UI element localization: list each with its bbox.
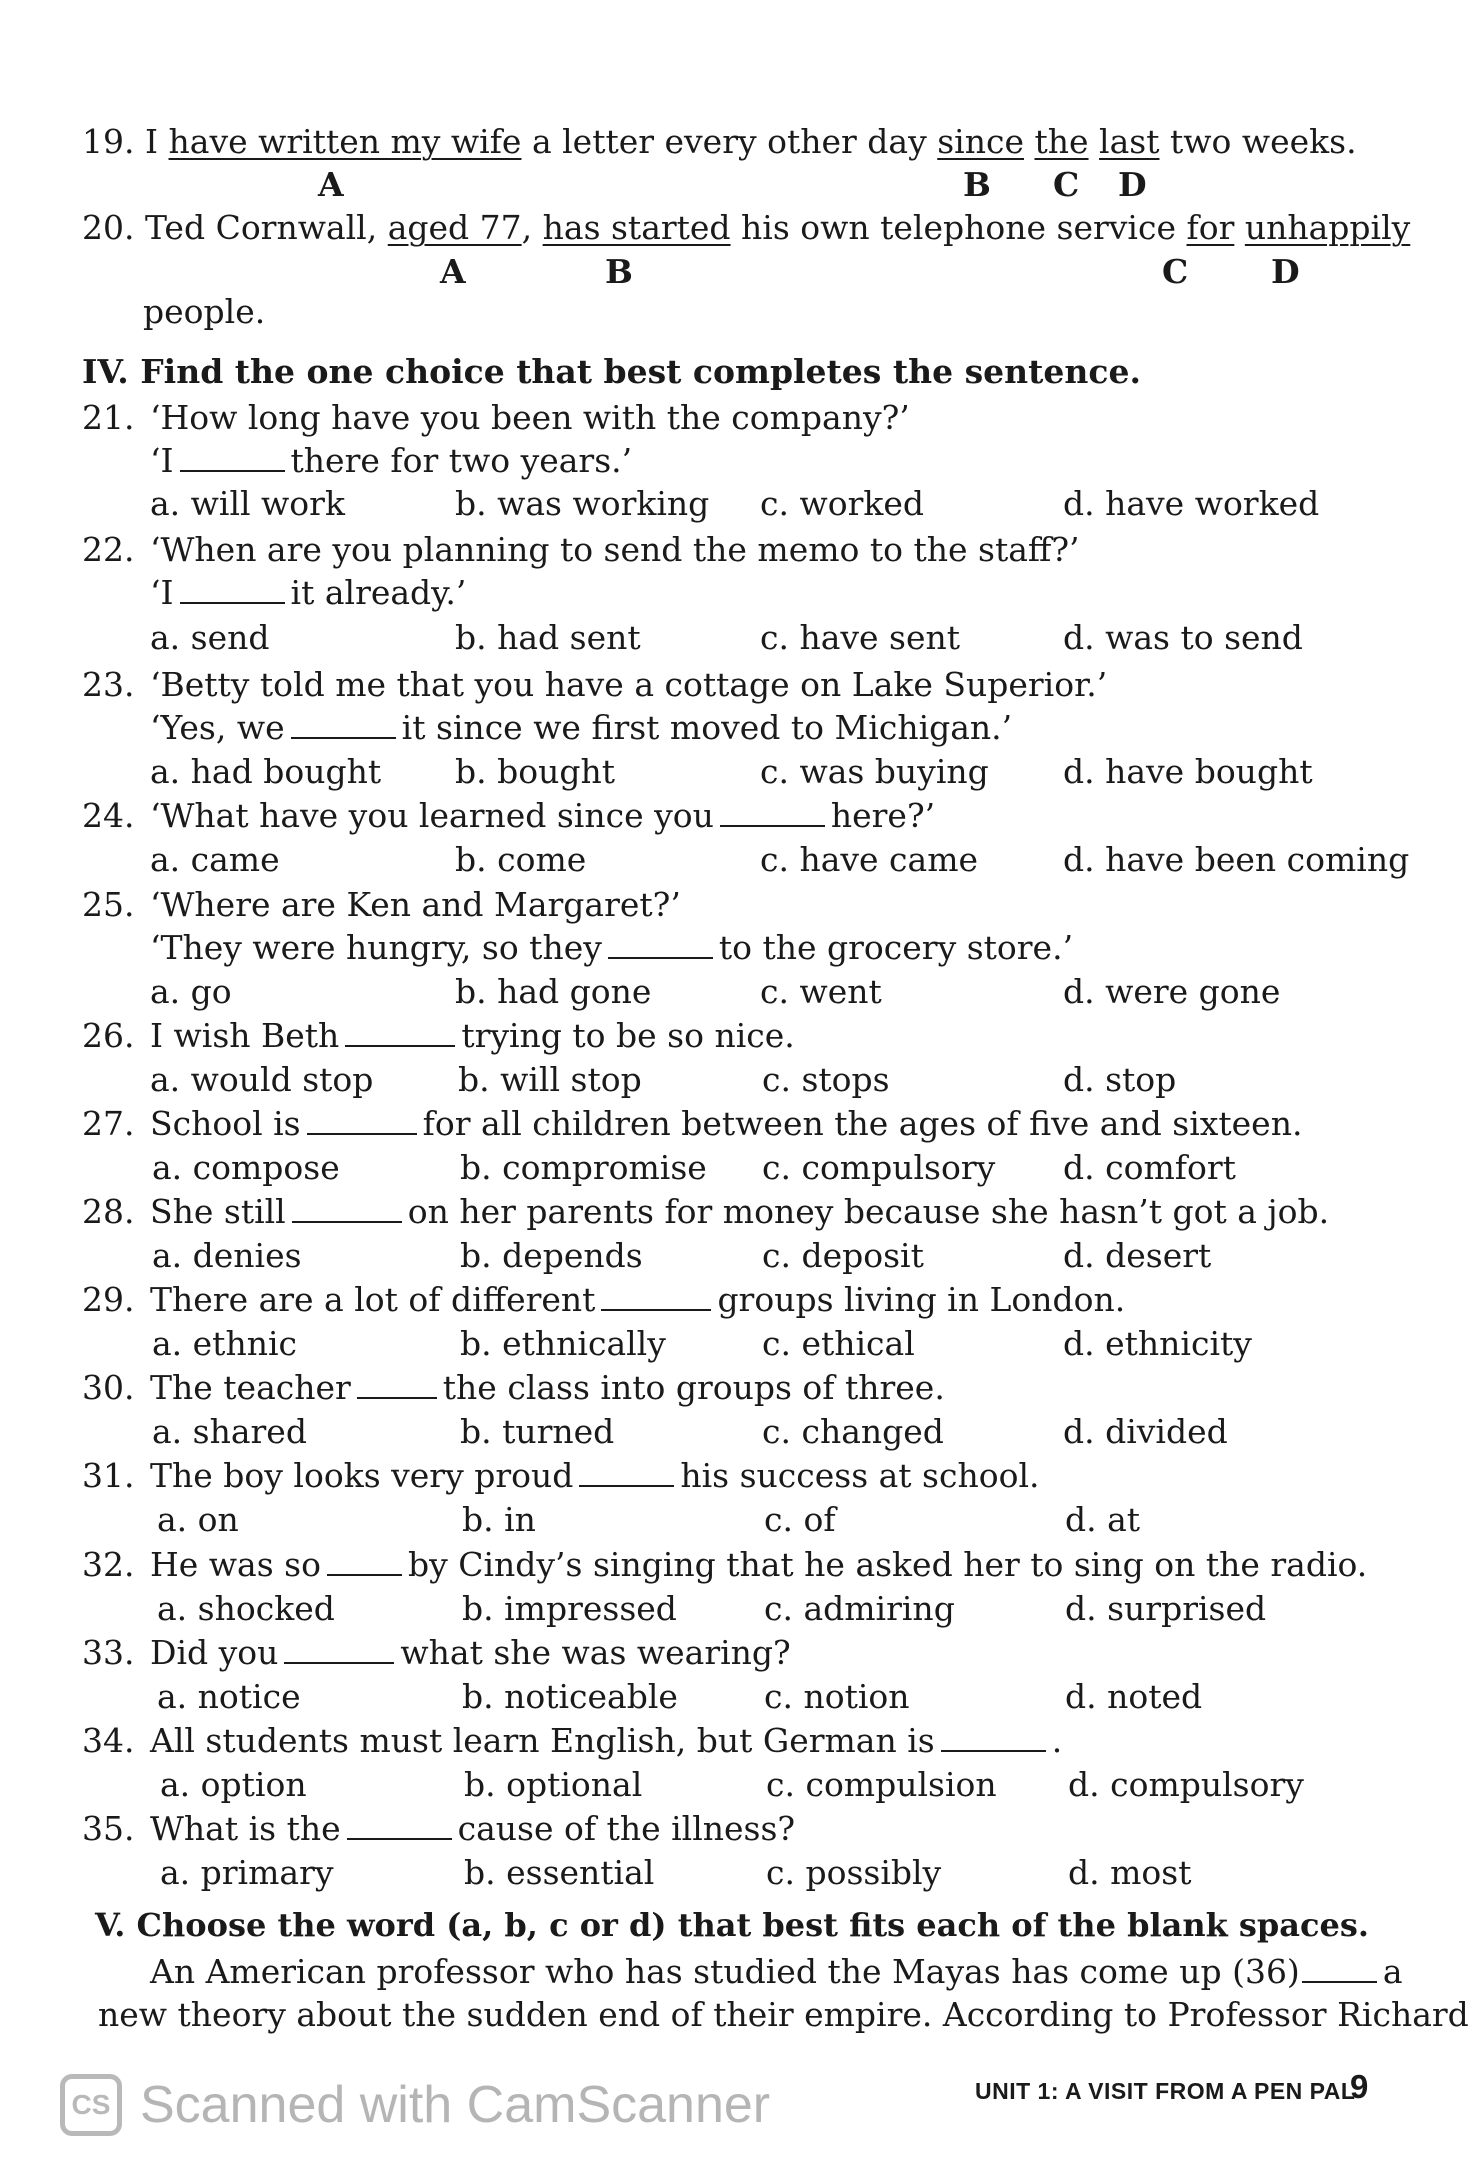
option-d: d. ethnicity bbox=[1063, 1324, 1252, 1363]
option-d: d. have worked bbox=[1063, 484, 1320, 523]
passage-line-1: An American professor who has studied the Mayas has come up (36) a bbox=[150, 1952, 1403, 1991]
option-c: c. compulsion bbox=[766, 1765, 997, 1804]
question-27-options bbox=[0, 1148, 1472, 1188]
answer-blank bbox=[327, 1548, 402, 1576]
question-28-options bbox=[0, 1236, 1472, 1276]
option-b: b. essential bbox=[464, 1853, 655, 1892]
camscanner-watermark bbox=[60, 2070, 770, 2140]
option-b: b. impressed bbox=[462, 1589, 677, 1628]
question-25-line2: ‘They were hungry, so they to the grocery store.’ bbox=[150, 928, 1074, 967]
option-b: b. was working bbox=[455, 484, 710, 523]
option-c: c. notion bbox=[764, 1677, 910, 1716]
option-a: a. had bought bbox=[150, 752, 382, 791]
question-21-options bbox=[0, 484, 1472, 524]
question-25: 25. ‘Where are Ken and Margaret?’ bbox=[82, 885, 681, 924]
answer-blank bbox=[180, 576, 285, 604]
question-19-markers: A B C D bbox=[318, 165, 1147, 204]
option-c: c. deposit bbox=[762, 1236, 924, 1275]
option-c: c. compulsory bbox=[762, 1148, 996, 1187]
option-c: c. stops bbox=[762, 1060, 890, 1099]
question-34: 34. All students must learn English, but German is . bbox=[82, 1721, 1063, 1760]
question-22-options bbox=[0, 618, 1472, 658]
option-d: d. noted bbox=[1065, 1677, 1203, 1716]
answer-blank bbox=[720, 799, 825, 827]
option-a: a. compose bbox=[152, 1148, 340, 1187]
section-iv-heading: IV. Find the one choice that best completes the sentence. bbox=[82, 352, 1141, 391]
answer-blank bbox=[307, 1107, 417, 1135]
question-33: 33. Did you what she was wearing? bbox=[82, 1633, 791, 1672]
answer-blank bbox=[608, 931, 713, 959]
question-33-options bbox=[0, 1677, 1472, 1717]
option-d: d. at bbox=[1065, 1500, 1141, 1539]
option-a: a. ethnic bbox=[152, 1324, 297, 1363]
option-b: b. compromise bbox=[460, 1148, 707, 1187]
question-21-line2: ‘I there for two years.’ bbox=[150, 441, 633, 480]
option-d: d. were gone bbox=[1063, 972, 1281, 1011]
question-30: 30. The teacher the class into groups of three. bbox=[82, 1368, 945, 1407]
page-number: 9 bbox=[1350, 2068, 1369, 2105]
option-d: d. desert bbox=[1063, 1236, 1212, 1275]
question-24: 24. ‘What have you learned since you here?’ bbox=[82, 796, 936, 835]
answer-blank bbox=[357, 1371, 437, 1399]
option-b: b. in bbox=[462, 1500, 536, 1539]
question-35-options bbox=[0, 1853, 1472, 1893]
option-b: b. optional bbox=[464, 1765, 643, 1804]
answer-blank bbox=[941, 1724, 1046, 1752]
question-24-options bbox=[0, 840, 1472, 880]
option-a: a. send bbox=[150, 618, 270, 657]
option-a: a. go bbox=[150, 972, 232, 1011]
question-23-line2: ‘Yes, we it since we first moved to Michigan.’ bbox=[150, 708, 1013, 747]
option-c: c. ethical bbox=[762, 1324, 915, 1363]
question-22-line2: ‘I it already.’ bbox=[150, 573, 467, 612]
option-b: b. ethnically bbox=[460, 1324, 666, 1363]
question-23-options bbox=[0, 752, 1472, 792]
answer-blank bbox=[345, 1019, 455, 1047]
question-26: 26. I wish Beth trying to be so nice. bbox=[82, 1016, 795, 1055]
option-c: c. of bbox=[764, 1500, 836, 1539]
question-25-options bbox=[0, 972, 1472, 1012]
question-19: 19. I have written my wife a letter every other day since the last two weeks. bbox=[82, 122, 1357, 161]
option-a: a. would stop bbox=[150, 1060, 374, 1099]
camscanner-text: Scanned with CamScanner bbox=[140, 2076, 771, 2134]
option-c: c. possibly bbox=[766, 1853, 942, 1892]
option-a: a. will work bbox=[150, 484, 345, 523]
option-b: b. noticeable bbox=[462, 1677, 678, 1716]
option-b: b. depends bbox=[460, 1236, 643, 1275]
section-v-heading: V. Choose the word (a, b, c or d) that best fits each of the blank spaces. bbox=[95, 1906, 1370, 1944]
question-35: 35. What is the cause of the illness? bbox=[82, 1809, 796, 1848]
answer-blank bbox=[284, 1636, 394, 1664]
answer-blank bbox=[1302, 1955, 1377, 1983]
option-d: d. have bought bbox=[1063, 752, 1313, 791]
option-b: b. will stop bbox=[458, 1060, 642, 1099]
question-20-continuation: people. bbox=[143, 292, 266, 331]
question-20: 20. Ted Cornwall, aged 77, has started his own telephone service for unhappily bbox=[82, 208, 1411, 247]
answer-blank bbox=[291, 711, 396, 739]
answer-blank bbox=[347, 1812, 452, 1840]
question-23: 23. ‘Betty told me that you have a cottage on Lake Superior.’ bbox=[82, 665, 1108, 704]
option-a: a. notice bbox=[157, 1677, 301, 1716]
question-30-options bbox=[0, 1412, 1472, 1452]
question-22: 22. ‘When are you planning to send the memo to the staff?’ bbox=[82, 530, 1080, 569]
question-31: 31. The boy looks very proud his success at school. bbox=[82, 1456, 1040, 1495]
question-21: 21. ‘How long have you been with the company?’ bbox=[82, 398, 910, 437]
option-c: c. have sent bbox=[760, 618, 961, 657]
option-a: a. came bbox=[150, 840, 280, 879]
question-26-options bbox=[0, 1060, 1472, 1100]
question-32: 32. He was so by Cindy’s singing that he asked her to sing on the radio. bbox=[82, 1545, 1368, 1584]
option-c: c. admiring bbox=[764, 1589, 955, 1628]
option-d: d. was to send bbox=[1063, 618, 1303, 657]
question-29: 29. There are a lot of different groups living in London. bbox=[82, 1280, 1126, 1319]
option-a: a. shared bbox=[152, 1412, 307, 1451]
camscanner-logo-icon: CS bbox=[60, 2074, 122, 2136]
answer-blank bbox=[180, 444, 285, 472]
option-d: d. compulsory bbox=[1068, 1765, 1304, 1804]
option-a: a. primary bbox=[160, 1853, 334, 1892]
answer-blank bbox=[601, 1283, 711, 1311]
option-b: b. turned bbox=[460, 1412, 615, 1451]
option-a: a. on bbox=[157, 1500, 239, 1539]
option-c: c. worked bbox=[760, 484, 925, 523]
option-b: b. come bbox=[455, 840, 587, 879]
option-a: a. option bbox=[160, 1765, 307, 1804]
option-d: d. surprised bbox=[1065, 1589, 1267, 1628]
question-31-options bbox=[0, 1500, 1472, 1540]
option-b: b. had sent bbox=[455, 618, 641, 657]
option-a: a. shocked bbox=[157, 1589, 335, 1628]
unit-footer: UNIT 1: A VISIT FROM A PEN PAL bbox=[975, 2078, 1356, 2104]
option-d: d. stop bbox=[1063, 1060, 1177, 1099]
option-d: d. comfort bbox=[1063, 1148, 1236, 1187]
answer-blank bbox=[292, 1195, 402, 1223]
question-34-options bbox=[0, 1765, 1472, 1805]
option-b: b. bought bbox=[455, 752, 615, 791]
question-20-markers: A B C D bbox=[440, 252, 1300, 291]
option-a: a. denies bbox=[152, 1236, 302, 1275]
option-b: b. had gone bbox=[455, 972, 652, 1011]
option-c: c. went bbox=[760, 972, 882, 1011]
question-28: 28. She still on her parents for money because she hasn’t got a job. bbox=[82, 1192, 1330, 1231]
option-c: c. have came bbox=[760, 840, 979, 879]
question-27: 27. School is for all children between the ages of five and sixteen. bbox=[82, 1104, 1303, 1143]
question-29-options bbox=[0, 1324, 1472, 1364]
option-c: c. was buying bbox=[760, 752, 989, 791]
option-d: d. have been coming bbox=[1063, 840, 1410, 879]
question-32-options bbox=[0, 1589, 1472, 1629]
option-c: c. changed bbox=[762, 1412, 944, 1451]
option-d: d. most bbox=[1068, 1853, 1192, 1892]
option-d: d. divided bbox=[1063, 1412, 1228, 1451]
passage-line-2: new theory about the sudden end of their empire. According to Professor Richard bbox=[98, 1995, 1469, 2034]
answer-blank bbox=[579, 1459, 674, 1487]
